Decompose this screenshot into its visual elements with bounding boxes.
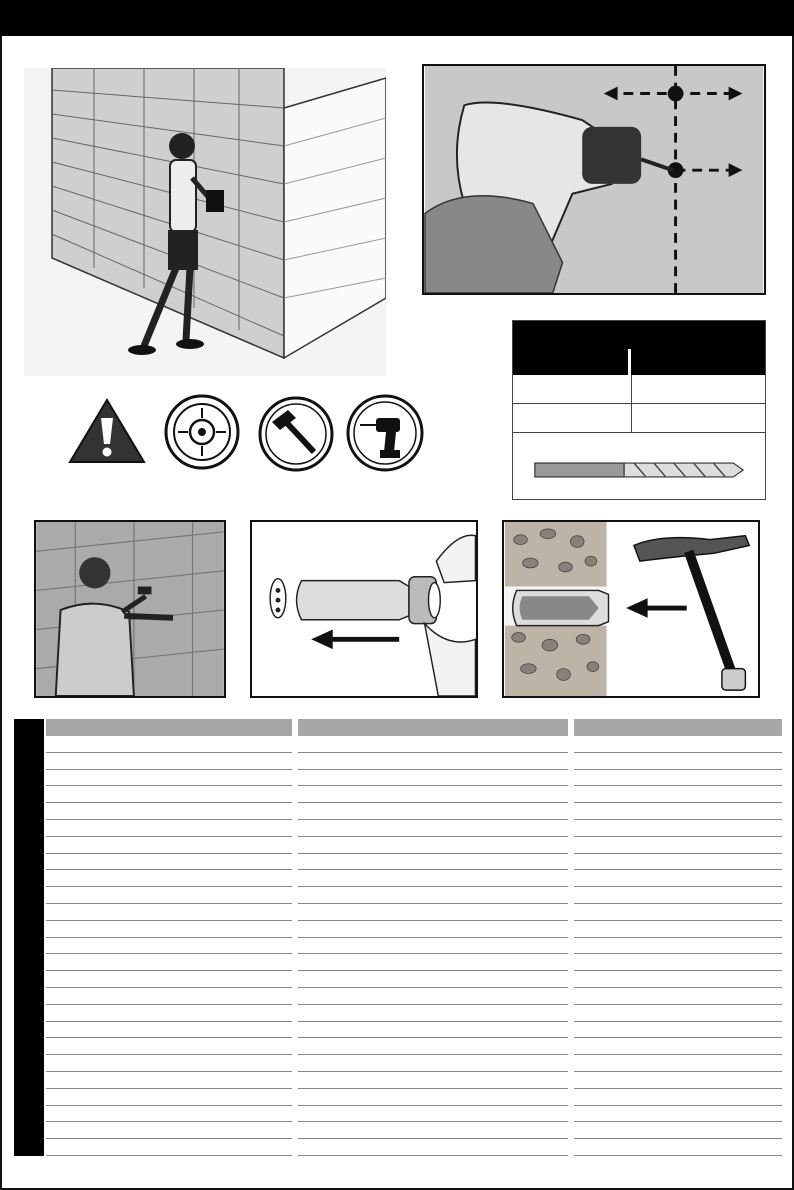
table-cell	[574, 1105, 782, 1122]
table-cell	[46, 1139, 292, 1156]
plug-insertion-illustration	[250, 520, 478, 698]
table-cell	[46, 753, 292, 770]
drill-table-cell	[632, 404, 765, 432]
hammer-plug-illustration	[502, 520, 760, 698]
row-marker	[14, 1139, 44, 1156]
table-cell	[298, 1021, 568, 1038]
table-cell	[574, 954, 782, 971]
target-icon	[164, 394, 240, 470]
table-cell	[298, 1038, 568, 1055]
row-marker	[14, 1038, 44, 1055]
warning-icon	[68, 398, 146, 464]
table-row	[14, 870, 782, 887]
table-row	[14, 803, 782, 820]
table-row	[14, 1005, 782, 1022]
table-cell	[298, 1055, 568, 1072]
row-marker	[14, 1122, 44, 1139]
hammer-icon	[258, 396, 334, 472]
drill-table-header	[513, 349, 765, 375]
table-cell	[298, 803, 568, 820]
row-marker	[14, 1072, 44, 1089]
table-cell	[298, 753, 568, 770]
table-cell	[46, 853, 292, 870]
table-cell	[574, 904, 782, 921]
table-row	[14, 1139, 782, 1156]
row-marker	[14, 971, 44, 988]
drill-icon	[346, 394, 424, 472]
table-cell	[298, 937, 568, 954]
table-cell	[46, 904, 292, 921]
table-cell	[298, 837, 568, 854]
table-cell	[298, 1105, 568, 1122]
row-marker	[14, 786, 44, 803]
table-cell	[574, 921, 782, 938]
table-cell	[574, 1021, 782, 1038]
table-cell	[574, 1038, 782, 1055]
table-cell	[298, 1072, 568, 1089]
drill-table-row	[513, 375, 765, 404]
table-cell	[574, 1005, 782, 1022]
table-cell	[574, 786, 782, 803]
table-cell	[574, 887, 782, 904]
table-row	[14, 1055, 782, 1072]
table-cell	[46, 1021, 292, 1038]
table-cell	[574, 769, 782, 786]
row-marker	[14, 1055, 44, 1072]
person-hammering-illustration	[34, 520, 226, 698]
table-cell	[574, 803, 782, 820]
drill-table-title	[513, 321, 765, 349]
table-row	[14, 1038, 782, 1055]
row-marker	[14, 904, 44, 921]
table-cell	[46, 786, 292, 803]
table-row	[14, 736, 782, 753]
table-cell	[298, 786, 568, 803]
drill-table-cell	[632, 375, 765, 403]
row-marker	[14, 921, 44, 938]
table-row	[14, 769, 782, 786]
table-row	[14, 1122, 782, 1139]
table-cell	[46, 1055, 292, 1072]
table-cell	[46, 954, 292, 971]
table-cell	[298, 954, 568, 971]
table-cell	[574, 1089, 782, 1106]
table-row	[14, 837, 782, 854]
table-cell	[298, 904, 568, 921]
header-cell	[574, 719, 782, 736]
table-cell	[298, 988, 568, 1005]
table-cell	[298, 1139, 568, 1156]
table-cell	[46, 803, 292, 820]
table-cell	[46, 1105, 292, 1122]
drill-marking-illustration	[422, 64, 766, 295]
drill-table-col-2	[631, 349, 765, 375]
table-row	[14, 954, 782, 971]
table-row	[14, 887, 782, 904]
table-cell	[574, 1072, 782, 1089]
row-marker	[14, 753, 44, 770]
table-row	[14, 971, 782, 988]
table-row	[14, 1089, 782, 1106]
table-row	[14, 853, 782, 870]
table-row	[14, 988, 782, 1005]
table-cell	[298, 870, 568, 887]
row-marker	[14, 803, 44, 820]
header-cell	[298, 719, 568, 736]
table-cell	[574, 988, 782, 1005]
row-marker	[14, 988, 44, 1005]
table-cell	[46, 1005, 292, 1022]
top-title-bar	[0, 0, 794, 36]
table-cell	[574, 1055, 782, 1072]
table-row	[14, 786, 782, 803]
table-cell	[574, 971, 782, 988]
row-marker	[14, 769, 44, 786]
row-marker	[14, 1021, 44, 1038]
table-cell	[298, 971, 568, 988]
row-marker	[14, 887, 44, 904]
table-cell	[46, 769, 292, 786]
row-marker	[14, 736, 44, 753]
table-cell	[46, 1089, 292, 1106]
drill-table-col-1	[513, 349, 631, 375]
table-cell	[46, 736, 292, 753]
drill-spec-table	[512, 320, 766, 500]
table-cell	[46, 887, 292, 904]
table-cell	[46, 1072, 292, 1089]
table-cell	[46, 870, 292, 887]
table-cell	[46, 837, 292, 854]
table-cell	[298, 887, 568, 904]
row-marker	[14, 870, 44, 887]
table-cell	[574, 820, 782, 837]
table-row	[14, 820, 782, 837]
table-cell	[298, 921, 568, 938]
table-row	[14, 937, 782, 954]
table-cell	[574, 937, 782, 954]
table-cell	[574, 837, 782, 854]
table-cell	[574, 1122, 782, 1139]
table-cell	[574, 753, 782, 770]
language-table-header	[14, 719, 782, 736]
table-cell	[298, 853, 568, 870]
table-cell	[298, 769, 568, 786]
table-cell	[298, 1005, 568, 1022]
row-marker	[14, 820, 44, 837]
drill-bit-icon	[513, 439, 765, 501]
table-cell	[46, 971, 292, 988]
table-cell	[46, 820, 292, 837]
table-row	[14, 904, 782, 921]
table-cell	[46, 937, 292, 954]
table-cell	[46, 921, 292, 938]
table-cell	[46, 1122, 292, 1139]
table-cell	[46, 1038, 292, 1055]
table-cell	[574, 736, 782, 753]
row-marker	[14, 954, 44, 971]
table-cell	[574, 853, 782, 870]
table-row	[14, 1105, 782, 1122]
table-row	[14, 753, 782, 770]
row-marker	[14, 1005, 44, 1022]
table-cell	[298, 820, 568, 837]
header-cell	[46, 719, 292, 736]
table-row	[14, 921, 782, 938]
table-cell	[298, 1089, 568, 1106]
table-cell	[46, 988, 292, 1005]
table-row	[14, 1021, 782, 1038]
drill-table-cell	[513, 404, 632, 432]
row-marker	[14, 837, 44, 854]
row-marker	[14, 1105, 44, 1122]
table-row	[14, 1072, 782, 1089]
table-cell	[574, 1139, 782, 1156]
person-drilling-illustration	[24, 68, 386, 376]
row-marker	[14, 853, 44, 870]
table-cell	[298, 736, 568, 753]
drill-table-row	[513, 404, 765, 433]
row-marker	[14, 719, 44, 736]
drill-table-cell	[513, 375, 632, 403]
language-table	[14, 719, 782, 1171]
row-marker	[14, 1089, 44, 1106]
table-cell	[298, 1122, 568, 1139]
table-cell	[574, 870, 782, 887]
row-marker	[14, 937, 44, 954]
